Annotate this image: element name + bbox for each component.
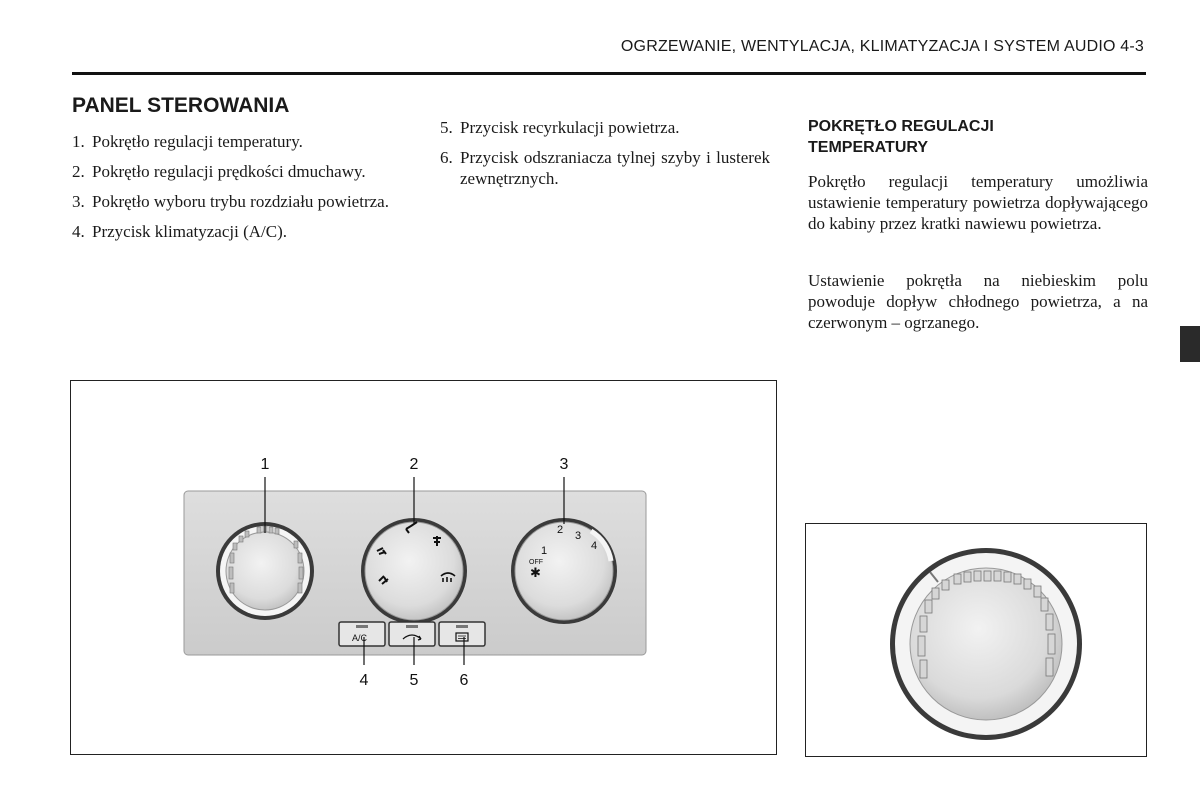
fan-icon: ✱ xyxy=(530,565,541,580)
control-panel-illustration xyxy=(71,381,775,753)
rear-defrost-button xyxy=(439,622,485,646)
list-item: 1. Pokrętło regulacji temperatury. xyxy=(72,132,303,151)
paragraph-colors: Ustawienie pokrętła na niebieskim polu powoduje dopływ chłodnego powietrza, a na czerwonym – ogrzanego. xyxy=(808,271,1148,332)
callout-4: 4 xyxy=(359,672,369,689)
control-panel-figure xyxy=(70,380,777,755)
section-title: PANEL STEROWANIA xyxy=(72,94,290,117)
component-list-left xyxy=(72,131,410,251)
fan-scale-2: 2 xyxy=(557,524,564,536)
list-item: 2. Pokrętło regulacji prędkości dmuchawy. xyxy=(72,162,366,181)
fan-scale-3: 3 xyxy=(575,530,582,542)
temperature-knob xyxy=(216,522,314,620)
list-item: 3. Pokrętło wyboru trybu rozdziału powietrza. xyxy=(72,192,389,211)
fan-speed-knob xyxy=(511,518,617,624)
fan-scale-off: OFF xyxy=(529,559,543,566)
ac-button-label: A/C xyxy=(352,633,368,643)
paragraph-description: Pokrętło regulacji temperatury umożliwia ustawienie temperatury powietrza dopływającego do kabiny przez kratki nawiewu powietrza. xyxy=(808,172,1148,233)
recirculation-button xyxy=(389,622,435,646)
temperature-knob-figure xyxy=(805,523,1147,757)
callout-1: 1 xyxy=(260,456,270,473)
subsection-title-line2: TEMPERATURY xyxy=(808,139,928,156)
fan-scale-1: 1 xyxy=(541,545,548,557)
list-item: 5. Przycisk recyrkulacji powietrza. xyxy=(440,118,680,137)
component-list-right xyxy=(440,117,770,198)
callout-3: 3 xyxy=(559,456,569,473)
subsection-title xyxy=(808,116,1108,158)
list-item: 4. Przycisk klimatyzacji (A/C). xyxy=(72,222,287,241)
running-header: OGRZEWANIE, WENTYLACJA, KLIMATYZACJA I SYSTEM AUDIO 4-3 xyxy=(620,38,1144,55)
subsection-title-line1: POKRĘTŁO REGULACJI xyxy=(808,118,994,135)
callout-2: 2 xyxy=(409,456,419,473)
callout-5: 5 xyxy=(409,672,419,689)
mode-knob xyxy=(361,518,467,624)
list-item: 6. Przycisk odszraniacza tylnej szyby i lusterek zewnętrznych. xyxy=(440,148,770,188)
fan-scale-4: 4 xyxy=(591,540,598,552)
ac-button xyxy=(339,622,385,646)
chapter-thumb-tab xyxy=(1180,326,1200,362)
header-rule xyxy=(72,72,1146,75)
callout-6: 6 xyxy=(459,672,469,689)
temperature-knob-illustration xyxy=(806,524,1145,755)
